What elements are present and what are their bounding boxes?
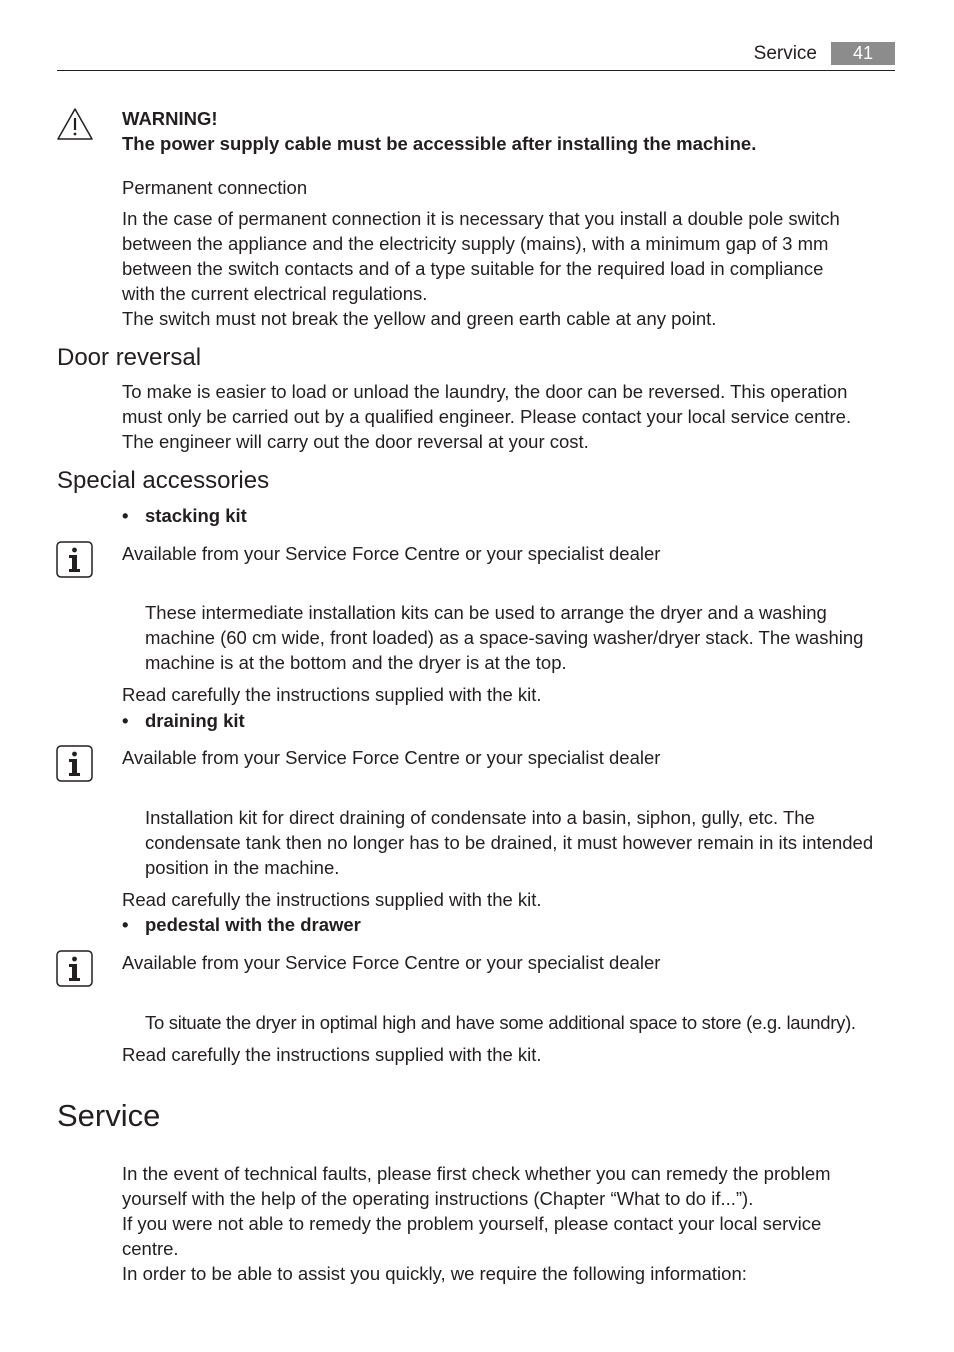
text-line: The engineer will carry out the door reversal at your cost. xyxy=(122,431,589,452)
text-line: The switch must not break the yellow and green earth cable at any point. xyxy=(122,308,717,329)
accessory-availability: Available from your Service Force Centre or your specialist dealer xyxy=(122,747,661,768)
bullet: • xyxy=(122,710,129,731)
text-line: position in the machine. xyxy=(145,857,340,878)
text-line: condensate tank then no longer has to be drained, it must however remain in its intended xyxy=(145,832,874,853)
text-line: must only be carried out by a qualified engineer. Please contact your local service centre. xyxy=(122,406,852,427)
accessory-description xyxy=(145,1010,897,1035)
text-line: between the appliance and the electricity supply (mains), with a minimum gap of 3 mm xyxy=(122,233,829,254)
warning-label: WARNING! xyxy=(122,108,218,129)
door-reversal-text xyxy=(122,379,897,454)
text-line: yourself with the help of the operating instructions (Chapter “What to do if...”). xyxy=(122,1188,754,1209)
text-line: In the case of permanent connection it is necessary that you install a double pole switch xyxy=(122,208,840,229)
text-line: To make is easier to load or unload the laundry, the door can be reversed. This operation xyxy=(122,381,848,402)
accessory-description xyxy=(145,600,897,675)
door-reversal-heading: Door reversal xyxy=(57,344,202,371)
text-line: Installation kit for direct draining of condensate into a basin, siphon, gully, etc. The xyxy=(145,807,815,828)
running-header-section: Service xyxy=(753,43,817,64)
text-line: machine (60 cm wide, front loaded) as a space-saving washer/dryer stack. The washing xyxy=(145,627,864,648)
text-line: In order to be able to assist you quickly, we require the following information: xyxy=(122,1263,747,1284)
accessory-name: pedestal with the drawer xyxy=(145,914,361,935)
text-line: with the current electrical regulations. xyxy=(122,283,428,304)
accessory-item-stacking-kit xyxy=(122,503,247,528)
permanent-connection-title: Permanent connection xyxy=(122,177,308,198)
text-line: centre. xyxy=(122,1238,179,1259)
text-line: These intermediate installation kits can be used to arrange the dryer and a washing xyxy=(145,602,827,623)
special-accessories-heading: Special accessories xyxy=(57,467,270,494)
accessory-item-draining-kit xyxy=(122,708,245,733)
text-line: In the event of technical faults, please first check whether you can remedy the problem xyxy=(122,1163,831,1184)
warning-triangle-icon xyxy=(56,107,94,141)
accessory-note: Read carefully the instructions supplied with the kit. xyxy=(122,684,542,705)
bullet: • xyxy=(122,505,129,526)
page-number: 41 xyxy=(831,42,895,65)
accessory-name: stacking kit xyxy=(145,505,247,526)
info-icon xyxy=(56,745,93,782)
header-rule xyxy=(57,70,895,71)
text-line: between the switch contacts and of a type suitable for the required load in compliance xyxy=(122,258,824,279)
permanent-connection-text xyxy=(122,206,897,331)
text-line: To situate the dryer in optimal high and have some additional space to store (e.g. laundry). xyxy=(145,1012,856,1033)
service-heading: Service xyxy=(57,1098,161,1133)
accessory-availability: Available from your Service Force Centre or your specialist dealer xyxy=(122,952,661,973)
warning-text: The power supply cable must be accessible after installing the machine. xyxy=(122,133,757,154)
accessory-description xyxy=(145,805,897,880)
bullet: • xyxy=(122,914,129,935)
accessory-note: Read carefully the instructions supplied with the kit. xyxy=(122,889,542,910)
info-icon xyxy=(56,541,93,578)
text-line: If you were not able to remedy the problem yourself, please contact your local service xyxy=(122,1213,822,1234)
info-icon xyxy=(56,950,93,987)
text-line: machine is at the bottom and the dryer is at the top. xyxy=(145,652,567,673)
accessory-item-pedestal xyxy=(122,912,361,937)
accessory-note: Read carefully the instructions supplied with the kit. xyxy=(122,1044,542,1065)
accessory-availability: Available from your Service Force Centre or your specialist dealer xyxy=(122,543,661,564)
accessory-name: draining kit xyxy=(145,710,245,731)
service-text xyxy=(122,1161,897,1286)
